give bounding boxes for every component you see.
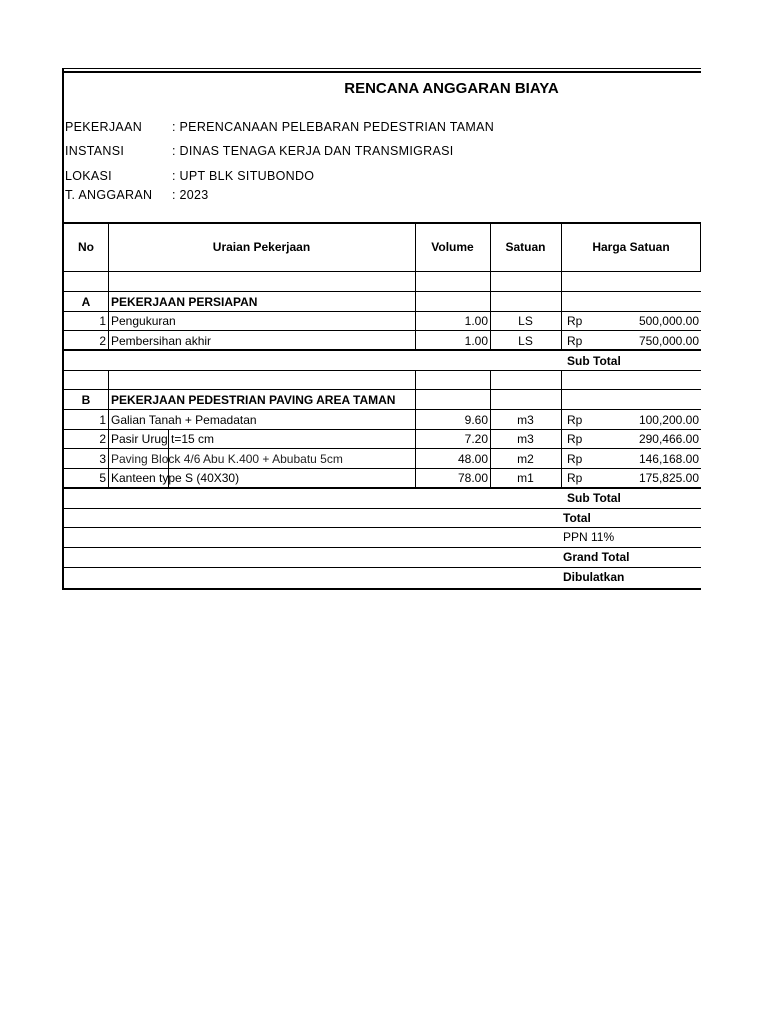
row-volume: 48.00 — [457, 452, 488, 466]
row-harga: 175,825.00 — [638, 471, 699, 485]
row-rp: Rp — [567, 314, 583, 328]
section-code: B — [81, 393, 91, 407]
row-rp: Rp — [567, 452, 583, 466]
subtotal-label: Sub Total — [567, 354, 621, 368]
row-divider — [64, 291, 701, 292]
col-divider — [561, 370, 562, 487]
header-no: No — [78, 240, 94, 254]
section-code: A — [81, 295, 91, 309]
header-uraian: Uraian Pekerjaan — [212, 240, 311, 254]
row-uraian: Pembersihan akhir — [111, 334, 212, 348]
col-divider — [108, 370, 109, 487]
row-satuan: m2 — [517, 452, 534, 466]
row-volume: 1.00 — [464, 314, 488, 328]
row-volume: 78.00 — [457, 471, 488, 485]
row-uraian: Pasir Urug t=15 cm — [111, 432, 215, 446]
ppn-label: PPN 11% — [563, 530, 615, 544]
row-uraian: Kanteen type S (40X30) — [111, 471, 240, 485]
table-top-border — [64, 222, 701, 224]
row-satuan: LS — [518, 314, 533, 328]
header-volume: Volume — [431, 240, 474, 254]
top-rule — [64, 68, 701, 73]
info-label-tahun: T. ANGGARAN — [65, 188, 153, 202]
info-label-instansi: INSTANSI — [65, 144, 125, 158]
row-no: 3 — [99, 452, 106, 466]
info-value-tahun: : 2023 — [172, 188, 209, 202]
col-divider — [490, 370, 491, 487]
row-no: 1 — [99, 314, 106, 328]
row-uraian: Galian Tanah + Pemadatan — [111, 413, 257, 427]
row-harga: 290,466.00 — [638, 432, 699, 446]
row-divider — [64, 330, 701, 331]
col-divider — [415, 370, 416, 487]
total-label: Total — [563, 511, 591, 525]
row-divider — [64, 389, 701, 390]
row-divider — [64, 508, 701, 509]
row-harga: 100,200.00 — [638, 413, 699, 427]
row-divider — [64, 547, 701, 548]
info-label-pekerjaan: PEKERJAAN — [65, 120, 143, 134]
row-divider — [64, 567, 701, 568]
row-divider — [64, 487, 701, 489]
row-divider — [64, 409, 701, 410]
row-no: 1 — [99, 413, 106, 427]
document-title: RENCANA ANGGARAN BIAYA — [344, 80, 559, 97]
row-rp: Rp — [567, 413, 583, 427]
row-divider — [64, 468, 701, 469]
row-rp: Rp — [567, 432, 583, 446]
row-harga: 750,000.00 — [638, 334, 699, 348]
info-value-pekerjaan: : PERENCANAAN PELEBARAN PEDESTRIAN TAMAN — [172, 120, 495, 134]
row-no: 2 — [99, 334, 106, 348]
row-volume: 7.20 — [464, 432, 488, 446]
dibulatkan-label: Dibulatkan — [563, 570, 625, 584]
row-no: 2 — [99, 432, 106, 446]
section-title: PEKERJAAN PEDESTRIAN PAVING AREA TAMAN — [111, 393, 396, 407]
header-satuan: Satuan — [505, 240, 546, 254]
row-rp: Rp — [567, 471, 583, 485]
info-value-lokasi: : UPT BLK SITUBONDO — [172, 169, 315, 183]
row-satuan: m3 — [517, 432, 534, 446]
grand-total-label: Grand Total — [563, 550, 630, 564]
row-divider — [64, 349, 701, 351]
info-label-lokasi: LOKASI — [65, 169, 112, 183]
row-volume: 1.00 — [464, 334, 488, 348]
row-volume: 9.60 — [464, 413, 488, 427]
row-divider — [64, 311, 701, 312]
row-divider — [64, 429, 701, 430]
row-uraian: Pengukuran — [111, 314, 176, 328]
row-divider — [64, 527, 701, 528]
row-no: 5 — [99, 471, 106, 485]
row-satuan: m1 — [517, 471, 534, 485]
row-satuan: LS — [518, 334, 533, 348]
row-satuan: m3 — [517, 413, 534, 427]
row-divider — [64, 448, 701, 449]
row-rp: Rp — [567, 334, 583, 348]
row-harga: 146,168.00 — [638, 452, 699, 466]
header-bottom-border — [64, 271, 701, 272]
section-title: PEKERJAAN PERSIAPAN — [111, 295, 258, 309]
header-harga: Harga Satuan — [592, 240, 670, 254]
row-divider — [64, 370, 701, 371]
rab-sheet — [62, 68, 701, 590]
row-harga: 500,000.00 — [638, 314, 699, 328]
info-value-instansi: : DINAS TENAGA KERJA DAN TRANSMIGRASI — [172, 144, 454, 158]
row-uraian: Paving Block 4/6 Abu K.400 + Abubatu 5cm — [111, 452, 343, 466]
subtotal-label: Sub Total — [567, 491, 621, 505]
